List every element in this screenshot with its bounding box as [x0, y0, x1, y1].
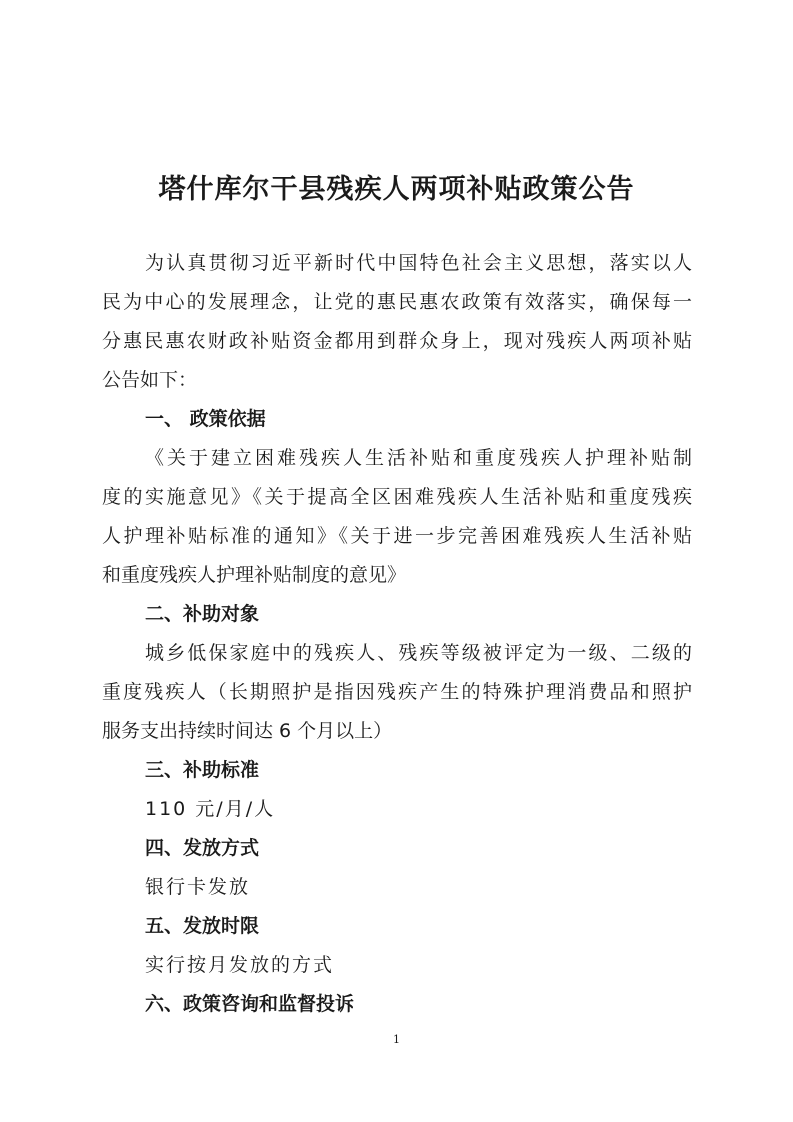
- section-heading-payment-method: 四、发放方式: [145, 837, 260, 859]
- section-line: 服务支出持续时间达 6 个月以上）: [102, 720, 393, 742]
- section-line: 110 元/月/人: [145, 798, 276, 820]
- section-line: 和重度残疾人护理补贴制度的意见》: [102, 564, 407, 586]
- section-line: 人护理补贴标准的通知》《关于进一步完善困难残疾人生活补贴: [102, 525, 692, 547]
- section-heading-policy-basis: 一、 政策依据: [145, 408, 266, 430]
- section-line: 度的实施意见》《关于提高全区困难残疾人生活补贴和重度残疾: [102, 486, 692, 508]
- section-line: 城乡低保家庭中的残疾人、残疾等级被评定为一级、二级的: [145, 642, 692, 664]
- section-heading-consultation-complaints: 六、政策咨询和监督投诉: [145, 993, 355, 1015]
- intro-line: 为认真贯彻习近平新时代中国特色社会主义思想，落实以人: [145, 252, 692, 274]
- section-line: 银行卡发放: [145, 876, 251, 898]
- section-heading-subsidy-standard: 三、补助标准: [145, 759, 260, 781]
- section-heading-payment-schedule: 五、发放时限: [145, 915, 260, 937]
- section-line: 重度残疾人（长期照护是指因残疾产生的特殊护理消费品和照护: [102, 681, 692, 703]
- intro-line: 民为中心的发展理念，让党的惠民惠农政策有效落实，确保每一: [102, 291, 692, 313]
- section-line: 《关于建立困难残疾人生活补贴和重度残疾人护理补贴制: [145, 447, 692, 469]
- intro-line: 分惠民惠农财政补贴资金都用到群众身上，现对残疾人两项补贴: [102, 330, 692, 352]
- section-heading-subsidy-recipients: 二、补助对象: [145, 603, 260, 625]
- document-title: 塔什库尔干县残疾人两项补贴政策公告: [158, 174, 635, 205]
- section-line: 实行按月发放的方式: [145, 954, 335, 976]
- page-number: 1: [393, 1033, 400, 1046]
- intro-line: 公告如下：: [102, 369, 198, 391]
